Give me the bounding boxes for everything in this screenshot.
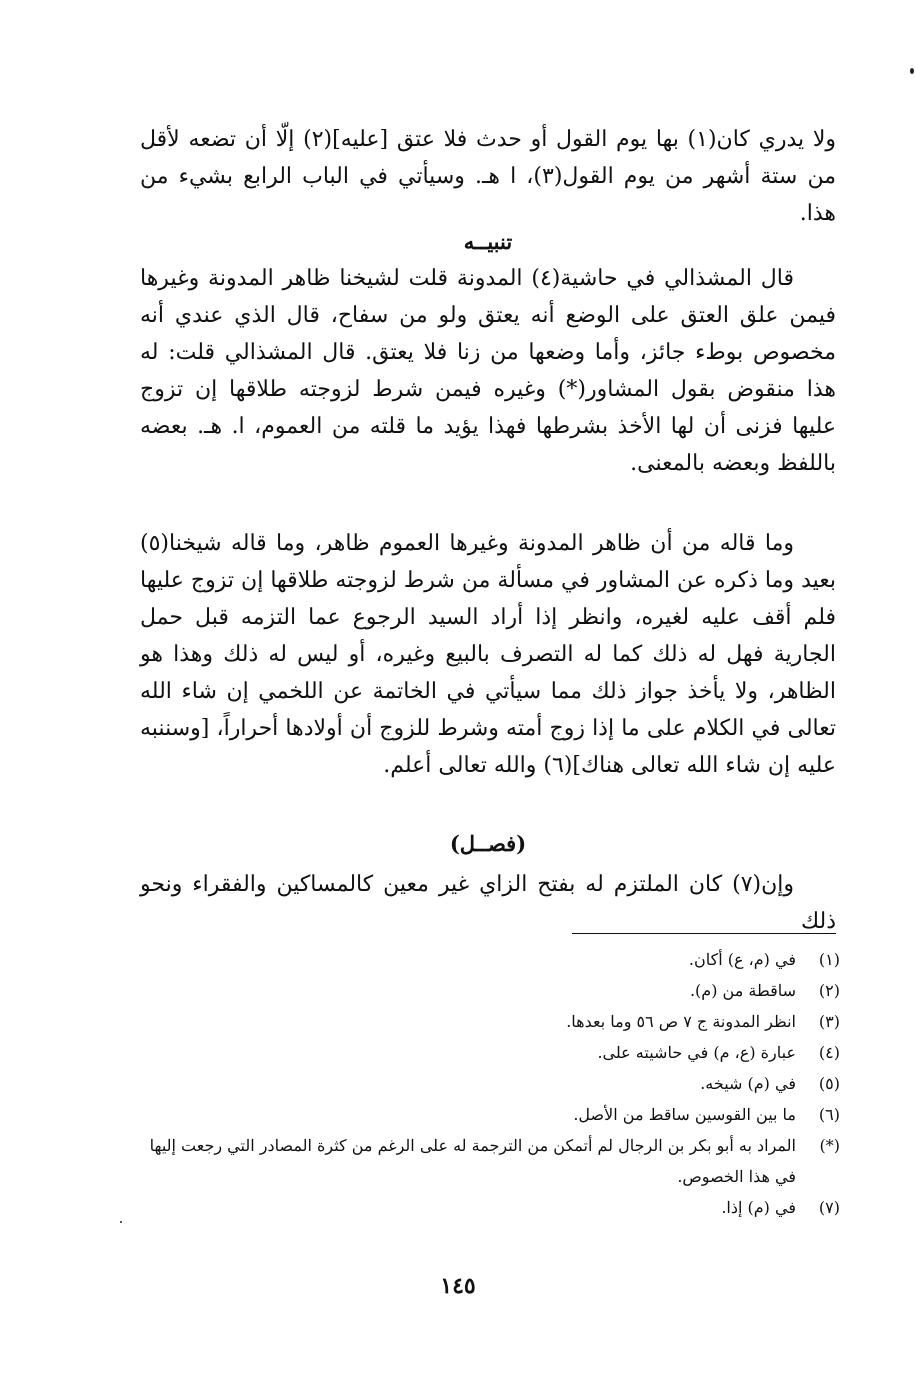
footnote-item [140, 1099, 840, 1130]
footnote-text: انظر المدونة ج ٧ ص ٥٦ وما بعدها. [566, 1012, 796, 1031]
section-heading-tanbih: تنبيــه [463, 229, 513, 254]
paragraph-3: وما قاله من أن ظاهر المدونة وغيرها العموم ظاهر، وما قاله شيخنا(٥) بعيد وما ذكره عن المشاور في مسألة من شرط لزوجته طلاقها إن تزوج عليها فلم أقف عليه لغيره، وانظر إذا أراد السيد الرجوع عما التزمه قبل حمل الجارية فهل له ذلك كما له التصرف بالبيع وغيره، أو ليس له ذلك وهذا هو الظاهر، ولا يأخذ جواز ذلك مما سيأتي في الخاتمة عن اللخمي إن شاء الله تعالى في الكلام على ما إذا زوج أمته وشرط للزوج أن أولادها أحراراً، [وسننبه عليه إن شاء الله تعالى هناك](٦) والله تعالى أعلم. [140, 531, 836, 778]
footnote-number: (١) [818, 950, 840, 969]
footnote-item [140, 1068, 840, 1099]
footnote-item [140, 1192, 840, 1223]
scan-speck [910, 68, 914, 74]
footnote-number: (*) [819, 1136, 840, 1155]
footnote-number: (٢) [818, 981, 840, 1000]
paragraph-2: قال المشذالي في حاشية(٤) المدونة قلت لشيخنا ظاهر المدونة وغيرها فيمن علق العتق على الوضع أنه يعتق ولو من سفاح، قال الذي عندي أنه مخصوص بوطء جائز، وأما وضعها من زنا فلا يعتق. قال المشذالي قلت: له هذا منقوض بقول المشاور(*) وغيره فيمن شرط لزوجته طلاقها إن تزوج عليها فزنى أن لها الأخذ بشرطها فهذا يؤيد ما قلته من العموم، ا. هـ. بعضه باللفظ وبعضه بالمعنى. [140, 266, 836, 476]
footnote-number: (٧) [818, 1198, 840, 1217]
footnote-item [140, 1006, 840, 1037]
footnote-item [140, 1130, 840, 1192]
footnote-number: (٤) [818, 1043, 840, 1062]
paragraph-4: وإن(٧) كان الملتزم له بفتح الزاي غير معين كالمساكين والفقراء ونحو ذلك [140, 872, 836, 934]
footnote-text: ساقطة من (م). [689, 981, 796, 1000]
footnote-text: المراد به أبو بكر بن الرجال لم أتمكن من الترجمة له على الرغم من كثرة المصادر التي رجعت إليها في هذا الخصوص. [149, 1136, 796, 1186]
footnote-item [140, 944, 840, 975]
section-heading-fasl: (فصــل) [449, 831, 527, 856]
footnote-separator [572, 933, 836, 934]
footnote-text: في (م) إذا. [721, 1198, 796, 1217]
footnote-item [140, 1037, 840, 1068]
footnote-text: ما بين القوسين ساقط من الأصل. [573, 1105, 796, 1124]
footnote-text: في (م) شيخه. [700, 1074, 796, 1093]
footnote-text: عبارة (ع، م) في حاشيته على. [597, 1043, 796, 1062]
paragraph-1: ولا يدري كان(١) بها يوم القول أو حدث فلا عتق [عليه](٢) إلّا أن تضعه لأقل من ستة أشهر من يوم القول(٣)، ا هـ. وسيأتي في الباب الرابع بشيء من هذا. [140, 127, 836, 226]
footnote-number: (٣) [818, 1012, 840, 1031]
scan-speck [120, 1221, 122, 1223]
footnote-number: (٥) [818, 1074, 840, 1093]
footnote-text: في (م، ع) أكان. [688, 950, 796, 969]
footnotes-list [140, 944, 840, 1223]
page-number: ١٤٥ [440, 1273, 476, 1299]
footnote-item [140, 975, 840, 1006]
footnote-number: (٦) [818, 1105, 840, 1124]
